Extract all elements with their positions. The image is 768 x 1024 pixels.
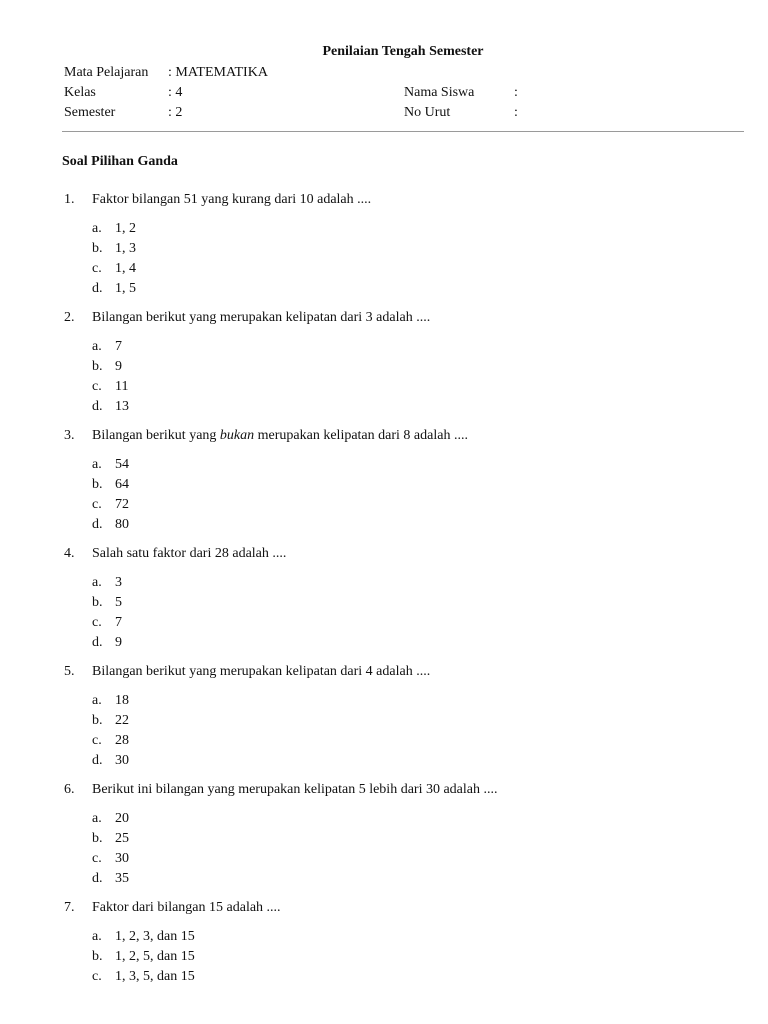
option-letter: b. bbox=[92, 241, 103, 256]
option-list bbox=[64, 927, 744, 987]
option-item bbox=[64, 279, 744, 299]
subject-label: Mata Pelajaran bbox=[64, 65, 149, 80]
question-text-after: merupakan kelipatan dari 8 adalah .... bbox=[254, 428, 468, 443]
question-line bbox=[64, 544, 744, 564]
option-item bbox=[64, 633, 744, 653]
option-item bbox=[64, 731, 744, 751]
option-item bbox=[64, 593, 744, 613]
option-letter: a. bbox=[92, 575, 102, 590]
question-text: Faktor bilangan 51 yang kurang dari 10 adalah .... bbox=[92, 192, 372, 207]
option-letter: d. bbox=[92, 871, 103, 886]
option-list bbox=[64, 809, 744, 889]
document-title: Penilaian Tengah Semester bbox=[322, 44, 484, 59]
question-item bbox=[64, 426, 744, 535]
option-text: 13 bbox=[115, 399, 129, 414]
question-item bbox=[64, 662, 744, 771]
option-letter: a. bbox=[92, 457, 102, 472]
option-item bbox=[64, 219, 744, 239]
option-text: 7 bbox=[115, 339, 122, 354]
option-item bbox=[64, 613, 744, 633]
option-letter: b. bbox=[92, 595, 103, 610]
option-item bbox=[64, 239, 744, 259]
option-list bbox=[64, 337, 744, 417]
option-letter: b. bbox=[92, 359, 103, 374]
question-line bbox=[64, 780, 744, 800]
option-text: 20 bbox=[115, 811, 129, 826]
option-text: 11 bbox=[115, 379, 129, 394]
option-letter: c. bbox=[92, 615, 102, 630]
option-text: 28 bbox=[115, 733, 129, 748]
question-number: 1. bbox=[64, 192, 75, 207]
question-text-before: Bilangan berikut yang bbox=[92, 428, 220, 443]
option-list bbox=[64, 219, 744, 299]
option-item bbox=[64, 751, 744, 771]
roll-number-value: : bbox=[514, 105, 518, 120]
option-text: 3 bbox=[115, 575, 122, 590]
question-number: 3. bbox=[64, 428, 75, 443]
question-text: Salah satu faktor dari 28 adalah .... bbox=[92, 546, 287, 561]
option-item bbox=[64, 809, 744, 829]
question-line bbox=[64, 190, 744, 210]
roll-number-label: No Urut bbox=[404, 105, 451, 120]
option-text: 30 bbox=[115, 851, 129, 866]
option-text: 7 bbox=[115, 615, 122, 630]
option-text: 54 bbox=[115, 457, 129, 472]
option-text: 35 bbox=[115, 871, 129, 886]
student-name-value: : bbox=[514, 85, 518, 100]
question-item bbox=[64, 308, 744, 417]
section-title: Soal Pilihan Ganda bbox=[62, 154, 178, 169]
option-letter: b. bbox=[92, 831, 103, 846]
option-item bbox=[64, 927, 744, 947]
question-line bbox=[64, 898, 744, 918]
option-letter: c. bbox=[92, 851, 102, 866]
option-letter: d. bbox=[92, 281, 103, 296]
option-text: 9 bbox=[115, 635, 122, 650]
question-number: 4. bbox=[64, 546, 75, 561]
option-text: 9 bbox=[115, 359, 122, 374]
question-text: Faktor dari bilangan 15 adalah .... bbox=[92, 900, 281, 915]
option-letter: a. bbox=[92, 221, 102, 236]
question-text bbox=[92, 426, 468, 446]
option-text: 64 bbox=[115, 477, 129, 492]
option-text: 1, 2, 5, dan 15 bbox=[115, 949, 195, 964]
header-divider bbox=[62, 131, 744, 132]
student-name-label: Nama Siswa bbox=[404, 85, 475, 100]
question-text-emphasis: bukan bbox=[219, 428, 255, 443]
option-item bbox=[64, 849, 744, 869]
option-text: 18 bbox=[115, 693, 129, 708]
option-letter: a. bbox=[92, 339, 102, 354]
option-letter: d. bbox=[92, 517, 103, 532]
option-text: 1, 3, 5, dan 15 bbox=[115, 969, 195, 984]
semester-label: Semester bbox=[64, 105, 116, 120]
option-letter: c. bbox=[92, 497, 102, 512]
question-line bbox=[64, 426, 744, 446]
option-text: 72 bbox=[115, 497, 129, 512]
option-item bbox=[64, 869, 744, 889]
option-item bbox=[64, 495, 744, 515]
option-list bbox=[64, 573, 744, 653]
option-letter: c. bbox=[92, 261, 102, 276]
option-text: 80 bbox=[115, 517, 129, 532]
class-value: : 4 bbox=[168, 85, 183, 100]
option-text: 25 bbox=[115, 831, 129, 846]
subject-value: : MATEMATIKA bbox=[168, 65, 268, 80]
question-number: 6. bbox=[64, 782, 75, 797]
question-item bbox=[64, 190, 744, 299]
option-text: 5 bbox=[115, 595, 122, 610]
option-letter: c. bbox=[92, 733, 102, 748]
option-item bbox=[64, 691, 744, 711]
question-number: 7. bbox=[64, 900, 75, 915]
option-item bbox=[64, 711, 744, 731]
question-item bbox=[64, 898, 744, 987]
option-item bbox=[64, 947, 744, 967]
option-list bbox=[64, 455, 744, 535]
question-item bbox=[64, 780, 744, 889]
option-letter: b. bbox=[92, 477, 103, 492]
option-text: 30 bbox=[115, 753, 129, 768]
option-letter: b. bbox=[92, 713, 103, 728]
option-letter: d. bbox=[92, 753, 103, 768]
option-text: 1, 3 bbox=[115, 241, 136, 256]
option-item bbox=[64, 475, 744, 495]
option-item bbox=[64, 337, 744, 357]
option-item bbox=[64, 357, 744, 377]
question-list bbox=[64, 190, 744, 996]
option-letter: b. bbox=[92, 949, 103, 964]
option-letter: a. bbox=[92, 929, 102, 944]
option-item bbox=[64, 377, 744, 397]
option-letter: a. bbox=[92, 811, 102, 826]
option-item bbox=[64, 397, 744, 417]
option-letter: d. bbox=[92, 635, 103, 650]
question-text: Bilangan berikut yang merupakan kelipatan dari 4 adalah .... bbox=[92, 664, 431, 679]
option-list bbox=[64, 691, 744, 771]
question-number: 2. bbox=[64, 310, 75, 325]
option-item bbox=[64, 259, 744, 279]
option-item bbox=[64, 573, 744, 593]
option-text: 22 bbox=[115, 713, 129, 728]
option-letter: a. bbox=[92, 693, 102, 708]
option-text: 1, 2, 3, dan 15 bbox=[115, 929, 195, 944]
question-text: Bilangan berikut yang merupakan kelipatan dari 3 adalah .... bbox=[92, 310, 431, 325]
option-letter: c. bbox=[92, 969, 102, 984]
option-letter: d. bbox=[92, 399, 103, 414]
question-line bbox=[64, 662, 744, 682]
option-item bbox=[64, 967, 744, 987]
question-text: Berikut ini bilangan yang merupakan kelipatan 5 lebih dari 30 adalah .... bbox=[92, 782, 498, 797]
question-number: 5. bbox=[64, 664, 75, 679]
option-text: 1, 5 bbox=[115, 281, 136, 296]
class-label: Kelas bbox=[64, 85, 96, 100]
option-item bbox=[64, 455, 744, 475]
option-text: 1, 2 bbox=[115, 221, 136, 236]
option-item bbox=[64, 829, 744, 849]
option-text: 1, 4 bbox=[115, 261, 136, 276]
option-letter: c. bbox=[92, 379, 102, 394]
option-item bbox=[64, 515, 744, 535]
question-item bbox=[64, 544, 744, 653]
question-line bbox=[64, 308, 744, 328]
semester-value: : 2 bbox=[168, 105, 183, 120]
